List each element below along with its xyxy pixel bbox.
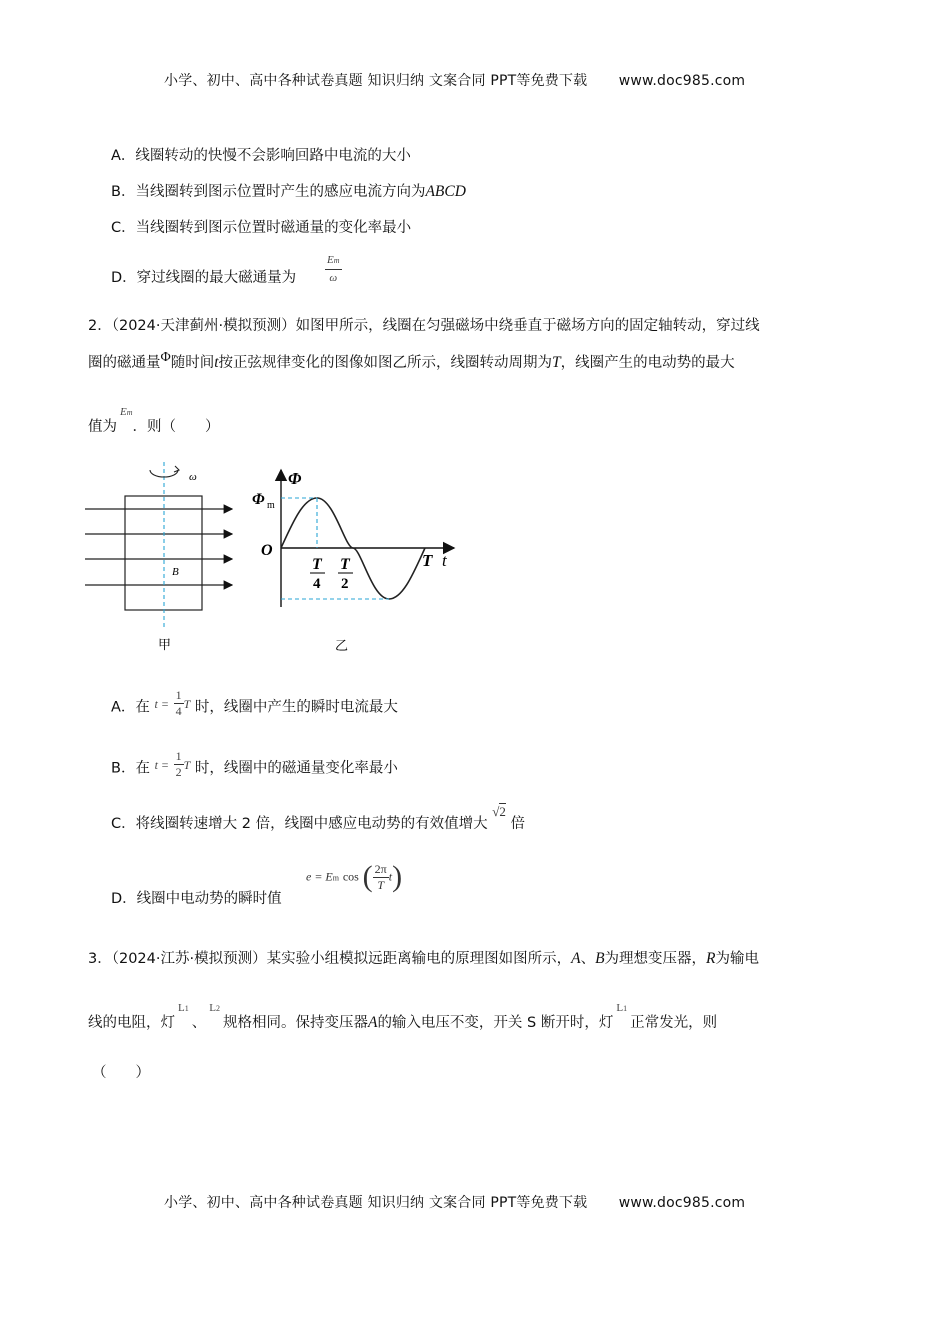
q2-c-post: 倍 <box>510 816 525 832</box>
q2-d-e: e = E <box>306 869 333 884</box>
q2-l2-c: 按正弦规律变化的图像如图乙所示，线圈转动周期为 <box>218 355 553 371</box>
q2-a-post: 时，线圈中产生的瞬时电流最大 <box>194 699 398 716</box>
q2-l2-d: ，线圈产生的电动势的最大 <box>560 355 735 371</box>
figure-yi <box>248 462 463 657</box>
q2-a-T: T <box>183 696 191 711</box>
q2-stem-line3 <box>88 406 220 439</box>
phim-label: Φ <box>252 491 265 508</box>
q2-d-cos: cos <box>342 869 359 884</box>
q3-l2-b: 规格相同。保持变压器 <box>222 1015 368 1031</box>
header-site-link[interactable]: www.doc985.com <box>618 73 746 89</box>
q2-d-t: t <box>388 869 393 884</box>
q2-b-pre: B．在 <box>111 760 150 777</box>
q2-c-sqrt-value: 2 <box>499 804 506 819</box>
q2-l2-phi: Φ <box>160 350 171 365</box>
q1-d-num-sub: m <box>333 256 340 265</box>
origin-label: O <box>261 542 273 559</box>
q2-stem-line1: 2．（2024·天津蓟州·模拟预测）如图甲所示，线圈在匀强磁场中绕垂直于磁场方向的固定轴转动，穿过线 <box>88 318 760 334</box>
q3-l1-A: A <box>571 950 581 967</box>
q2-b-fraction <box>174 749 184 780</box>
q3-L2: L <box>209 1002 216 1014</box>
q1-option-d-text: D．穿过线圈的最大磁通量为 <box>111 270 297 286</box>
q3-L1-sub: 1 <box>184 1004 189 1013</box>
q3-stem-line3: （ ） <box>92 1065 150 1081</box>
q2-a-den: 4 <box>175 704 182 718</box>
figure-jia <box>80 458 240 658</box>
period-label: T <box>422 551 433 570</box>
q2-c-pre: C．将线圈转速增大 2 倍，线圈中感应电动势的有效值增大 <box>111 816 488 832</box>
q3-L2-sub: 2 <box>215 1004 220 1013</box>
phim-sub: m <box>267 500 275 511</box>
q1-option-a: A．线圈转动的快慢不会影响回路中电流的大小 <box>111 148 411 164</box>
figure-yi-caption: 乙 <box>335 639 349 654</box>
header-text <box>164 70 745 90</box>
q1-d-den: ω <box>329 272 338 284</box>
q2-d-den: T <box>377 877 385 892</box>
t2-num: T <box>340 556 350 573</box>
q2-l2-b: 随时间 <box>170 355 215 371</box>
omega-label: ω <box>189 471 197 483</box>
q2-l3-E: E <box>120 406 127 418</box>
q1-option-d-fraction <box>325 252 342 286</box>
q2-d-esub: m <box>332 873 339 883</box>
q3-stem-line1 <box>88 949 759 969</box>
q2-option-b <box>111 749 398 784</box>
q2-option-d <box>111 889 282 909</box>
q1-option-c: C．当线圈转到图示位置时磁通量的变化率最小 <box>111 220 412 236</box>
header-slogan: 小学、初中、高中各种试卷真题 知识归纳 文案合同 PPT等免费下载 <box>164 73 588 89</box>
q2-a-pre: A．在 <box>111 699 150 716</box>
q2-l2-T: T <box>552 354 561 371</box>
q2-b-eq: t = <box>154 757 169 772</box>
q3-l2-a: 线的电阻，灯 <box>88 1015 175 1031</box>
q1-option-d <box>111 268 296 288</box>
q2-d-formula: e = Em cos ( $\frac{2\pi}{T}$ t) <box>306 860 403 893</box>
q3-l1-sep: 、 <box>580 951 596 967</box>
q3-l1-b: 为理想变压器， <box>604 951 707 967</box>
q3-L1-repeat-sub: 1 <box>623 1004 628 1013</box>
q2-d-num: 2π <box>374 861 387 876</box>
q1-option-b-var: ABCD <box>425 183 466 200</box>
time-axis-label: t <box>442 551 447 570</box>
t4-den: 4 <box>313 576 321 592</box>
q3-l1-R: R <box>706 950 716 967</box>
q2-l3-b: ．则（ ） <box>132 419 220 435</box>
q2-d-pre: D．线圈中电动势的瞬时值 <box>111 891 282 907</box>
q3-L1: L <box>178 1002 185 1014</box>
q2-b-post: 时，线圈中的磁通量变化率最小 <box>194 760 398 777</box>
q2-l2-t: t <box>214 354 219 371</box>
t2-den: 2 <box>341 576 349 592</box>
q2-b-T: T <box>183 757 191 772</box>
q2-d-fraction <box>373 862 389 893</box>
q1-d-num: E <box>327 254 334 266</box>
q3-l2-A: A <box>367 1014 378 1031</box>
q2-option-a <box>111 688 398 723</box>
q2-a-eq: t = <box>154 696 169 711</box>
q3-l1-a: 3．（2024·江苏·模拟预测）某实验小组模拟远距离输电的原理图如图所示， <box>88 951 572 967</box>
figure-jia-caption: 甲 <box>158 638 172 653</box>
field-b-label: B <box>172 566 179 578</box>
q2-option-c <box>111 804 525 834</box>
q3-l1-c: 为输电 <box>715 951 759 967</box>
q2-a-num: 1 <box>175 688 182 702</box>
q1-option-b <box>111 182 466 202</box>
footer-site-link[interactable]: www.doc985.com <box>618 1195 746 1211</box>
q2-b-den: 2 <box>175 765 182 779</box>
q1-option-b-text: B．当线圈转到图示位置时产生的感应电流方向为 <box>111 184 426 200</box>
footer-slogan: 小学、初中、高中各种试卷真题 知识归纳 文案合同 PPT等免费下载 <box>164 1195 588 1211</box>
phi-axis-label: Φ <box>288 469 302 488</box>
q3-l2-c: 的输入电压不变，开关 S 断开时，灯 <box>377 1015 614 1031</box>
q2-a-fraction <box>174 688 184 719</box>
q2-l2-a: 圈的磁通量 <box>88 355 161 371</box>
t4-num: T <box>312 556 322 573</box>
q2-l3-a: 值为 <box>88 419 117 435</box>
footer-text <box>164 1192 745 1212</box>
q2-l3-Esub: m <box>126 408 133 417</box>
q2-c-sqrt: √2 <box>492 804 506 819</box>
q2-stem-line2 <box>88 350 735 374</box>
q2-b-num: 1 <box>175 749 182 763</box>
q3-sep: 、 <box>191 1015 207 1031</box>
q3-l2-d: 正常发光，则 <box>630 1015 718 1031</box>
q3-l1-B: B <box>595 950 605 967</box>
q3-stem-line2 <box>88 1002 718 1035</box>
q3-L1-repeat: L <box>616 1002 624 1014</box>
